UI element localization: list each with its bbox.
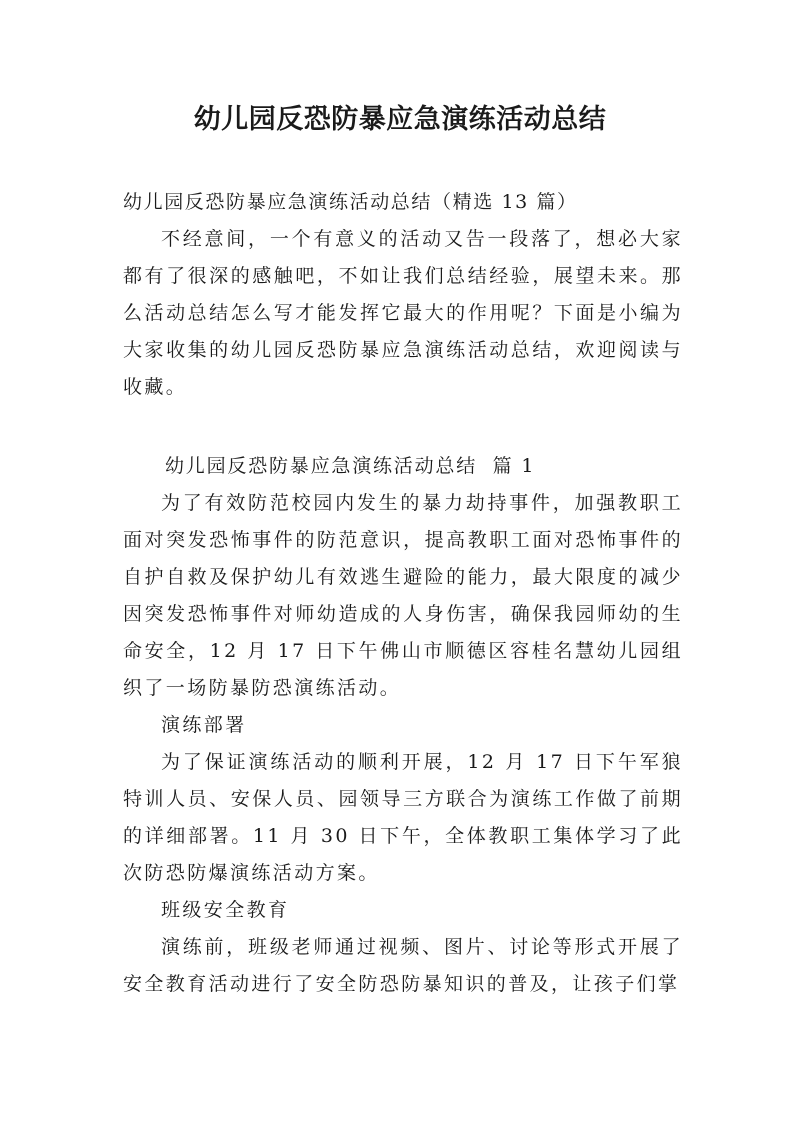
document-subtitle: 幼儿园反恐防暴应急演练活动总结（精选 13 篇） bbox=[123, 191, 578, 213]
section-1 bbox=[123, 448, 683, 1003]
section-1-paragraph-1: 为了有效防范校园内发生的暴力劫持事件，加强教职工面对突发恐怖事件的防范意识，提高教职工面对恐怖事件的自护自救及保护幼儿有效逃生避险的能力，最大限度的减少因突发恐怖事件对师幼造成的人身伤害，确保我园师幼的生命安全，12 月 17 日下午佛山市顺德区容桂名慧幼儿园组织了一场防暴防恐演练活动。 bbox=[123, 492, 683, 699]
intro-block bbox=[123, 184, 683, 406]
section-1-sub-heading-class-safety: 班级安全教育 bbox=[161, 899, 290, 921]
section-1-heading: 幼儿园反恐防暴应急演练活动总结 篇 1 bbox=[165, 455, 536, 477]
section-1-paragraph-class-safety: 演练前，班级老师通过视频、图片、讨论等形式开展了安全教育活动进行了安全防恐防暴知识的普及，让孩子们掌 bbox=[123, 936, 683, 995]
intro-paragraph: 不经意间，一个有意义的活动又告一段落了，想必大家都有了很深的感触吧，不如让我们总结经验，展望未来。那么活动总结怎么写才能发挥它最大的作用呢？下面是小编为大家收集的幼儿园反恐防暴应急演练活动总结，欢迎阅读与收藏。 bbox=[123, 228, 683, 398]
section-1-paragraph-deployment: 为了保证演练活动的顺利开展，12 月 17 日下午军狼特训人员、安保人员、园领导三方联合为演练工作做了前期的详细部署。11 月 30 日下午，全体教职工集体学习了此次防恐防爆演练活动方案。 bbox=[123, 751, 683, 884]
section-1-sub-heading-deployment: 演练部署 bbox=[161, 714, 247, 736]
document-title: 幼儿园反恐防暴应急演练活动总结 bbox=[193, 104, 607, 135]
